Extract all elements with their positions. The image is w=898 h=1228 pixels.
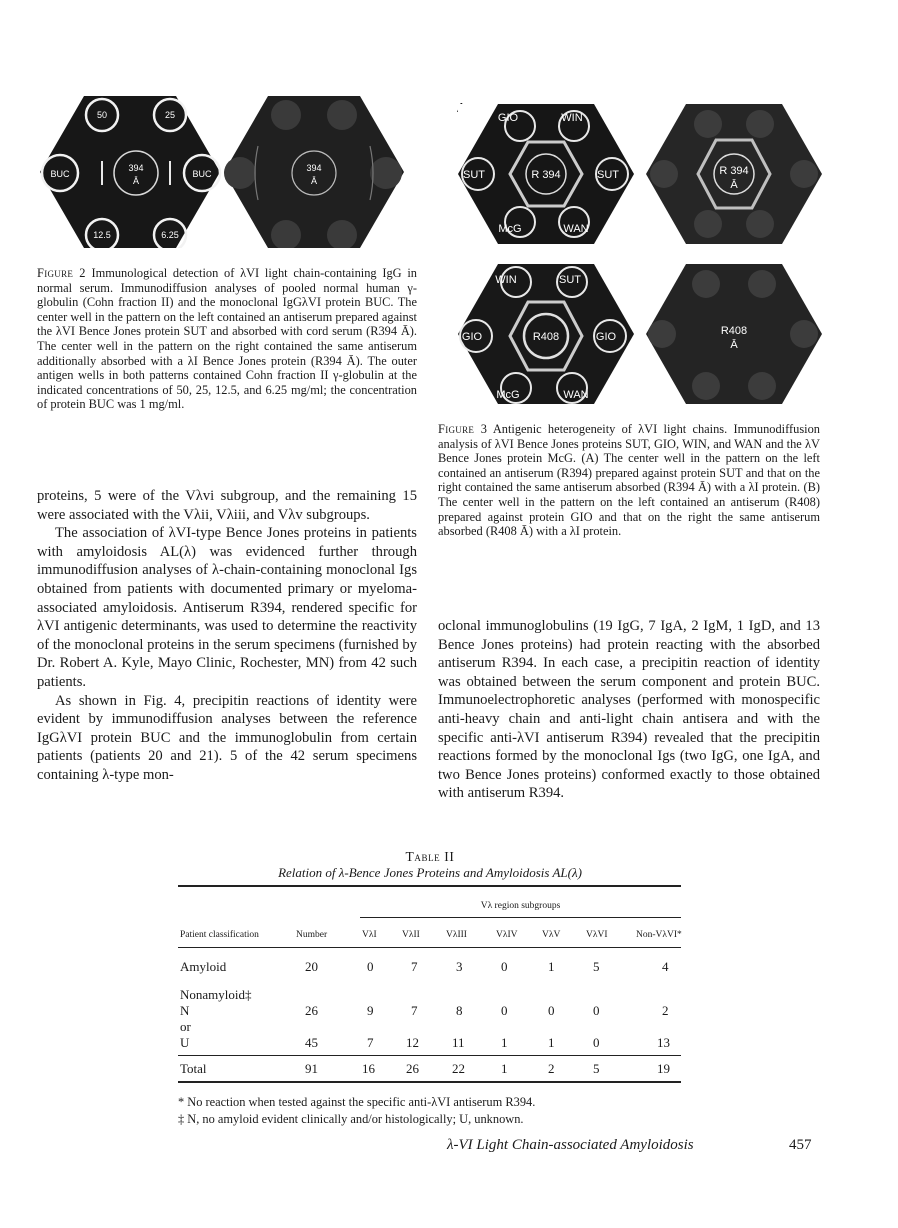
f3b-well-sut: SUT xyxy=(559,274,581,286)
table-2-row-n-nonv6: 2 xyxy=(662,1003,669,1018)
table-2-row-n-number: 26 xyxy=(305,1003,318,1018)
table-2-row-u-number: 45 xyxy=(305,1035,318,1050)
f3b-well-wan: WAN xyxy=(563,389,589,401)
f3b-well-mcg: McG xyxy=(496,389,520,401)
body-left-column xyxy=(37,487,417,785)
table-2-row-or-label: or xyxy=(180,1019,191,1034)
running-title: λ-VI Light Chain-associated Amyloidosis xyxy=(447,1137,694,1153)
table-2-col-v3: VλIII xyxy=(446,930,467,940)
f3b-well-gio-right: GIO xyxy=(595,331,617,343)
body-left-paragraph-3: As shown in Fig. 4, precipitin reactions of identity were evident by immunodiffusion analyses between the reference IgGλVI protein BUC and the immunoglobulin from certain patients (patients 20 and 21). 5 of the 42 serum specimens containing λ-type mon- xyxy=(37,692,417,783)
table-2-col-nonv6: Non-VλVI* xyxy=(636,930,682,940)
figure-2-caption-text: Immunological detection of λVI light chain-containing IgG in normal serum. Immunodiffusion analyses of pooled normal human γ-globulin (Cohn fraction II) and the monoclonal IgGλVI protein BUC. The center well in the pattern on the left contained an antiserum prepared against the λVI Bence Jones protein SUT and absorbed with cord serum (R394 Ā). The center well in the pattern on the right contained the same antiserum additionally absorbed with a λI Bence Jones protein (R394 Ā). The outer antigen wells in both patterns contained Cohn fraction II γ-globulin at the indicated concentrations of 50, 25, 12.5, and 6.25 mg/ml; the concentration of protein BUC was 1 mg/ml. xyxy=(37,266,417,412)
f3a-well-win: WIN xyxy=(561,112,583,124)
table-2-row-u-nonv6: 13 xyxy=(657,1035,670,1050)
table-2-group-rule xyxy=(360,917,681,918)
table-2-row-u-v6: 0 xyxy=(593,1035,600,1050)
table-2-row-total-v1: 16 xyxy=(362,1061,375,1076)
figure-3-caption-text: Antigenic heterogeneity of λVI light chains. Immunodiffusion analysis of λVI Bence Jones proteins SUT, GIO, WIN, and WAN and the λV Bence Jones protein McG. (A) The center well in the pattern on the left contained an antiserum (R394) prepared against protein SUT and that on the right contained the same antiserum absorbed (R394 Ā) with a λI protein. (B) The center well in the pattern on the left contained an antiserum (R408) prepared against protein GIO and that on the right the same antiserum absorbed (R408 Ā) with a λI protein. xyxy=(438,422,820,539)
body-left-paragraph-2: The association of λVI-type Bence Jones proteins in patients with amyloidosis AL(λ) was evidenced further through immunodiffusion analyses of λ-chain-containing monoclonal Igs obtained from patients with documented primary or myeloma-associated amyloidosis. Antiserum R394, rendered specific for λVI antigenic determinants, was used to determine the reactivity of the monoclonal proteins in the serum specimens (furnished by Dr. Robert A. Kyle, Mayo Clinic, Rochester, MN) from 42 such patients. xyxy=(37,525,417,690)
table-2-row-total-v4: 1 xyxy=(501,1061,508,1076)
f3a-well-gio: GIO xyxy=(497,112,519,124)
table-2-row-amyloid-nonv6: 4 xyxy=(662,959,669,974)
table-2-row-n-label: N xyxy=(180,1003,190,1018)
table-2-col-patient: Patient classification xyxy=(180,930,259,940)
table-2-footnote-1: * No reaction when tested against the specific anti-λVI antiserum R394. xyxy=(178,1095,536,1109)
f3a-center-right-2: Ā xyxy=(730,179,738,191)
f3b-well-win: WIN xyxy=(495,274,517,286)
f2-center-left-1: 394 xyxy=(128,163,144,173)
table-2-row-n-v4: 0 xyxy=(501,1003,508,1018)
f2-center-left-2: Ā xyxy=(132,176,140,186)
f2-center-right-2: Ā xyxy=(310,176,318,186)
table-2-row-amyloid-v1: 0 xyxy=(367,959,374,974)
table-2-row-n-v2: 7 xyxy=(411,1003,418,1018)
f3a-center-right-1: R 394 xyxy=(719,165,749,177)
table-2-row-u-label: U xyxy=(180,1035,190,1050)
table-2-col-v4: VλIV xyxy=(496,930,518,940)
table-2-row-total-number: 91 xyxy=(305,1061,318,1076)
f3b-center-right-2: Ā xyxy=(730,339,738,351)
f3b-well-gio-left: GIO xyxy=(461,331,483,343)
table-2-row-total-nonv6: 19 xyxy=(657,1061,670,1076)
f2-well-25: 25 xyxy=(164,110,176,120)
f3b-center-left: R408 xyxy=(532,331,560,343)
f2-well-50: 50 xyxy=(96,110,108,120)
table-2-row-total-v5: 2 xyxy=(548,1061,555,1076)
table-2-row-n-v5: 0 xyxy=(548,1003,555,1018)
figure-3a-image xyxy=(458,104,824,244)
figure-2-caption-lead: Figure 2 xyxy=(37,266,86,280)
table-2-total-rule xyxy=(178,1055,681,1056)
table-2-col-v1: VλI xyxy=(362,930,377,940)
f2-center-right-1: 394 xyxy=(306,163,322,173)
f3a-well-sut-left: SUT xyxy=(463,169,485,181)
table-2-row-amyloid-v6: 5 xyxy=(593,959,600,974)
figure-3b-image xyxy=(458,264,824,404)
body-left-paragraph-1: proteins, 5 were of the Vλvi subgroup, and the remaining 15 were associated with the Vλii, Vλiii, and Vλv subgroups. xyxy=(37,488,417,523)
table-2-row-u-v5: 1 xyxy=(548,1035,555,1050)
figure-3-caption xyxy=(438,422,820,539)
f2-well-12-5: 12.5 xyxy=(93,230,111,240)
table-2-row-amyloid-v2: 7 xyxy=(411,959,418,974)
table-2-col-v2: VλII xyxy=(402,930,420,940)
table-2-row-amyloid-label: Amyloid xyxy=(180,959,227,974)
f3a-center-left: R 394 xyxy=(531,169,561,181)
figure-3-caption-lead: Figure 3 xyxy=(438,422,488,436)
table-2-row-n-v1: 9 xyxy=(367,1003,374,1018)
f3a-well-mcg: McG xyxy=(498,223,522,235)
table-2-row-amyloid-v5: 1 xyxy=(548,959,555,974)
f2-well-6-25: 6.25 xyxy=(161,230,179,240)
f3a-well-wan: WAN xyxy=(563,223,589,235)
body-right-paragraph-1: oclonal immunoglobulins (19 IgG, 7 IgA, 2 IgM, 1 IgD, and 13 Bence Jones proteins) had protein reacting with the absorbed antiserum R394. In each case, a precipitin reaction of identity was obtained between the serum component and protein BUC. Immunoelectrophoretic analyses (performed with monospecific anti-heavy chain and anti-light chain antisera and with the specific anti-λVI antiserum R394) revealed that the precipitin reactions formed by the monoclonal Igs (two IgG, one IgA, and two Bence Jones proteins) conformed exactly to those obtained with antiserum R394. xyxy=(438,618,820,802)
table-2-title: Table II xyxy=(405,849,455,864)
table-2-row-u-v3: 11 xyxy=(452,1035,465,1050)
table-2-row-u-v2: 12 xyxy=(406,1035,419,1050)
table-2-group-header: Vλ region subgroups xyxy=(480,901,561,911)
table-2-row-total-v3: 22 xyxy=(452,1061,465,1076)
table-2-row-u-v1: 7 xyxy=(367,1035,374,1050)
table-2-bottom-rule xyxy=(178,1081,681,1083)
table-2-row-total-v2: 26 xyxy=(406,1061,419,1076)
f3b-center-right-1: R408 xyxy=(720,325,748,337)
table-2-row-amyloid-v4: 0 xyxy=(501,959,508,974)
figure-2-image xyxy=(40,96,404,248)
table-2-row-n-v3: 8 xyxy=(456,1003,463,1018)
table-2-row-amyloid-v3: 3 xyxy=(456,959,463,974)
f2-well-buc-right: BUC xyxy=(192,169,212,179)
body-right-column xyxy=(438,617,820,803)
table-2-row-total-label: Total xyxy=(180,1061,207,1076)
table-2-row-nonamyloid-label: Nonamyloid‡ xyxy=(180,987,252,1002)
table-2-row-n-v6: 0 xyxy=(593,1003,600,1018)
table-2-col-number: Number xyxy=(296,930,328,940)
f2-well-buc-left: BUC xyxy=(50,169,70,179)
table-2-footnote-2: ‡ N, no amyloid evident clinically and/or histologically; U, unknown. xyxy=(178,1112,524,1126)
f3a-well-sut-right: SUT xyxy=(597,169,619,181)
page-number: 457 xyxy=(789,1137,812,1153)
table-2-header-rule xyxy=(178,947,681,948)
table-2-row-amyloid-number: 20 xyxy=(305,959,318,974)
table-2-row-u-v4: 1 xyxy=(501,1035,508,1050)
table-2-row-total-v6: 5 xyxy=(593,1061,600,1076)
table-2-subtitle: Relation of λ-Bence Jones Proteins and Amyloidosis AL(λ) xyxy=(278,865,582,880)
table-2-top-rule xyxy=(178,885,681,887)
table-2-col-v6: VλVI xyxy=(586,930,608,940)
table-2-col-v5: VλV xyxy=(542,930,561,940)
figure-2-caption xyxy=(37,266,417,412)
